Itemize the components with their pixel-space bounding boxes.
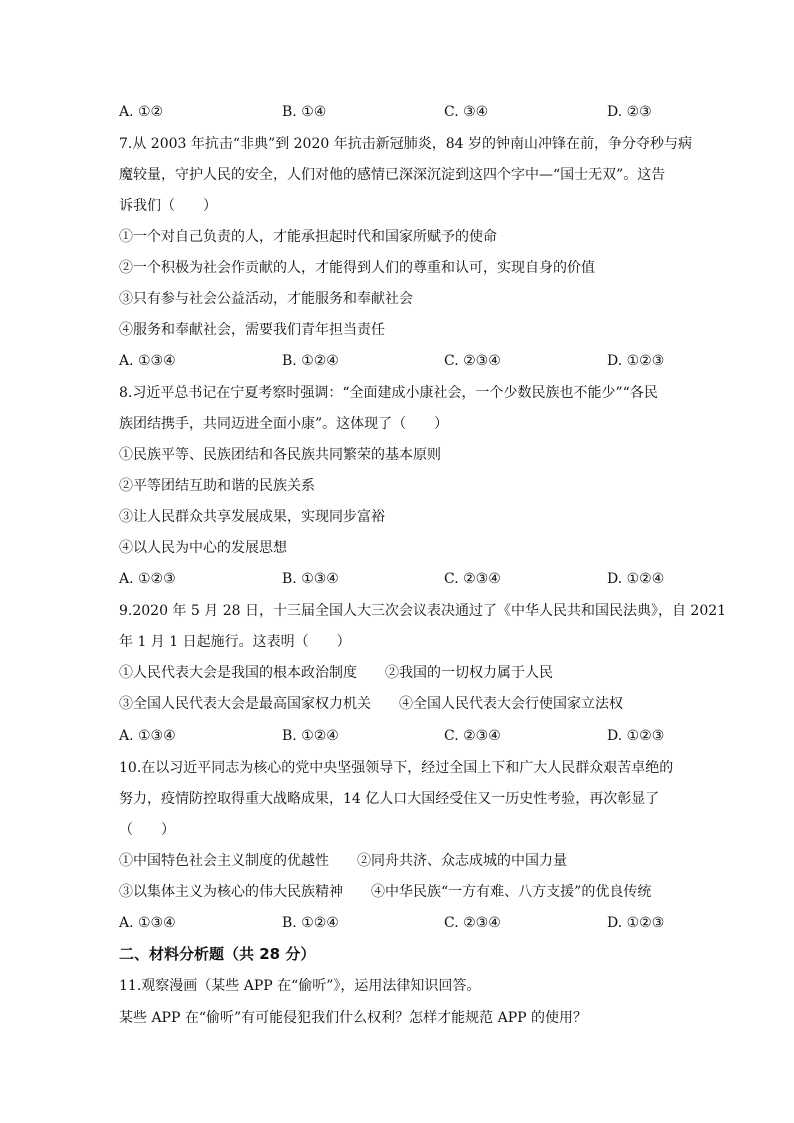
q10-option-d: D. ①②③ <box>607 915 665 931</box>
q10-option-a: A. ①③④ <box>119 915 176 931</box>
q9-statement-2: ②我国的一切权力属于人民 <box>385 665 553 681</box>
q6-options <box>119 102 679 122</box>
q9-statement-4: ④全国人民代表大会行使国家立法权 <box>399 696 623 712</box>
q10-stem-line-2: 努力，疫情防控取得重大战略成果，14 亿人口大国经受住又一历史性考验，再次彰显了 <box>119 791 660 807</box>
q9-statement-3: ③全国人民代表大会是最高国家权力机关 <box>119 696 371 712</box>
q7-option-b: B. ①②④ <box>282 353 339 369</box>
q9-statement-1: ①人民代表大会是我国的根本政治制度 <box>119 665 357 681</box>
q9-option-b: B. ①②④ <box>282 728 339 744</box>
q8-statement-2: ②平等团结互助和谐的民族关系 <box>119 478 315 494</box>
q9-stem-line-1: 9.2020 年 5 月 28 日，十三届全国人大三次会议表决通过了《中华人民共和国民法典》，自 2021 <box>119 603 727 619</box>
q7-option-a: A. ①③④ <box>119 353 176 369</box>
q7-options <box>119 351 679 371</box>
q8-statement-4: ④以人民为中心的发展思想 <box>119 540 287 556</box>
q10-stem-line-3: （ ） <box>119 822 175 838</box>
q7-option-d: D. ①②③ <box>607 353 665 369</box>
q10-statement-2: ②同舟共济、众志成城的中国力量 <box>357 853 567 869</box>
q6-option-c: C. ③④ <box>444 104 489 120</box>
q7-statement-2: ②一个积极为社会作贡献的人，才能得到人们的尊重和认可，实现自身的价值 <box>119 260 595 276</box>
q10-option-b: B. ①②④ <box>282 915 339 931</box>
q8-option-d: D. ①②④ <box>607 571 665 587</box>
q10-statements-row-2 <box>119 882 679 902</box>
q8-options <box>119 569 679 589</box>
q7-statement-3: ③只有参与社会公益活动，才能服务和奉献社会 <box>119 291 413 307</box>
q9-statements-row-1 <box>119 663 679 683</box>
q7-statement-4: ④服务和奉献社会，需要我们青年担当责任 <box>119 322 385 338</box>
q10-statement-1: ①中国特色社会主义制度的优越性 <box>119 853 329 869</box>
q8-stem-line-2: 族团结携手，共同迈进全面小康”。这体现了（ ） <box>119 416 449 432</box>
section-2-heading: 二、材料分析题（共 28 分） <box>119 945 316 963</box>
q6-option-b: B. ①④ <box>282 104 327 120</box>
q8-option-a: A. ①②③ <box>119 571 176 587</box>
q7-stem-line-1: 7.从 2003 年抗击“非典”到 2020 年抗击新冠肺炎，84 岁的钟南山冲锋在前，争分夺秒与病 <box>119 136 692 152</box>
q8-stem-line-1: 8.习近平总书记在宁夏考察时强调：“全面建成小康社会，一个少数民族也不能少”“各民 <box>119 385 658 401</box>
q9-option-a: A. ①③④ <box>119 728 176 744</box>
q6-option-d: D. ②③ <box>607 104 652 120</box>
q7-stem-line-3: 诉我们（ ） <box>119 198 217 214</box>
q10-statement-4: ④中华民族“一方有难、八方支援”的优良传统 <box>371 884 652 900</box>
q8-statement-3: ③让人民群众共享发展成果，实现同步富裕 <box>119 509 385 525</box>
q10-statements-row-1 <box>119 851 679 871</box>
q9-options <box>119 726 679 746</box>
q7-statement-1: ①一个对自己负责的人，才能承担起时代和国家所赋予的使命 <box>119 229 497 245</box>
q8-option-c: C. ②③④ <box>444 571 501 587</box>
q7-stem-line-2: 魔较量，守护人民的安全，人们对他的感情已深深沉淀到这四个字中—“国士无双”。这告 <box>119 167 666 183</box>
q9-option-c: C. ②③④ <box>444 728 501 744</box>
q7-option-c: C. ②③④ <box>444 353 501 369</box>
q9-option-d: D. ①②③ <box>607 728 665 744</box>
q10-stem-line-1: 10.在以习近平同志为核心的党中央坚强领导下，经过全国上下和广大人民群众艰苦卓绝的 <box>119 760 674 776</box>
q11-line-2: 某些 APP 在“偷听”有可能侵犯我们什么权利？怎样才能规范 APP 的使用？ <box>119 1010 588 1026</box>
q8-option-b: B. ①③④ <box>282 571 339 587</box>
q10-options <box>119 913 679 933</box>
q11-line-1: 11.观察漫画（某些 APP 在“偷听”》，运用法律知识回答。 <box>119 978 481 994</box>
q6-option-a: A. ①② <box>119 104 164 120</box>
q9-stem-line-2: 年 1 月 1 日起施行。这表明（ ） <box>119 634 351 650</box>
q10-option-c: C. ②③④ <box>444 915 501 931</box>
q10-statement-3: ③以集体主义为核心的伟大民族精神 <box>119 884 343 900</box>
q9-statements-row-2 <box>119 694 679 714</box>
q8-statement-1: ①民族平等、民族团结和各民族共同繁荣的基本原则 <box>119 447 441 463</box>
